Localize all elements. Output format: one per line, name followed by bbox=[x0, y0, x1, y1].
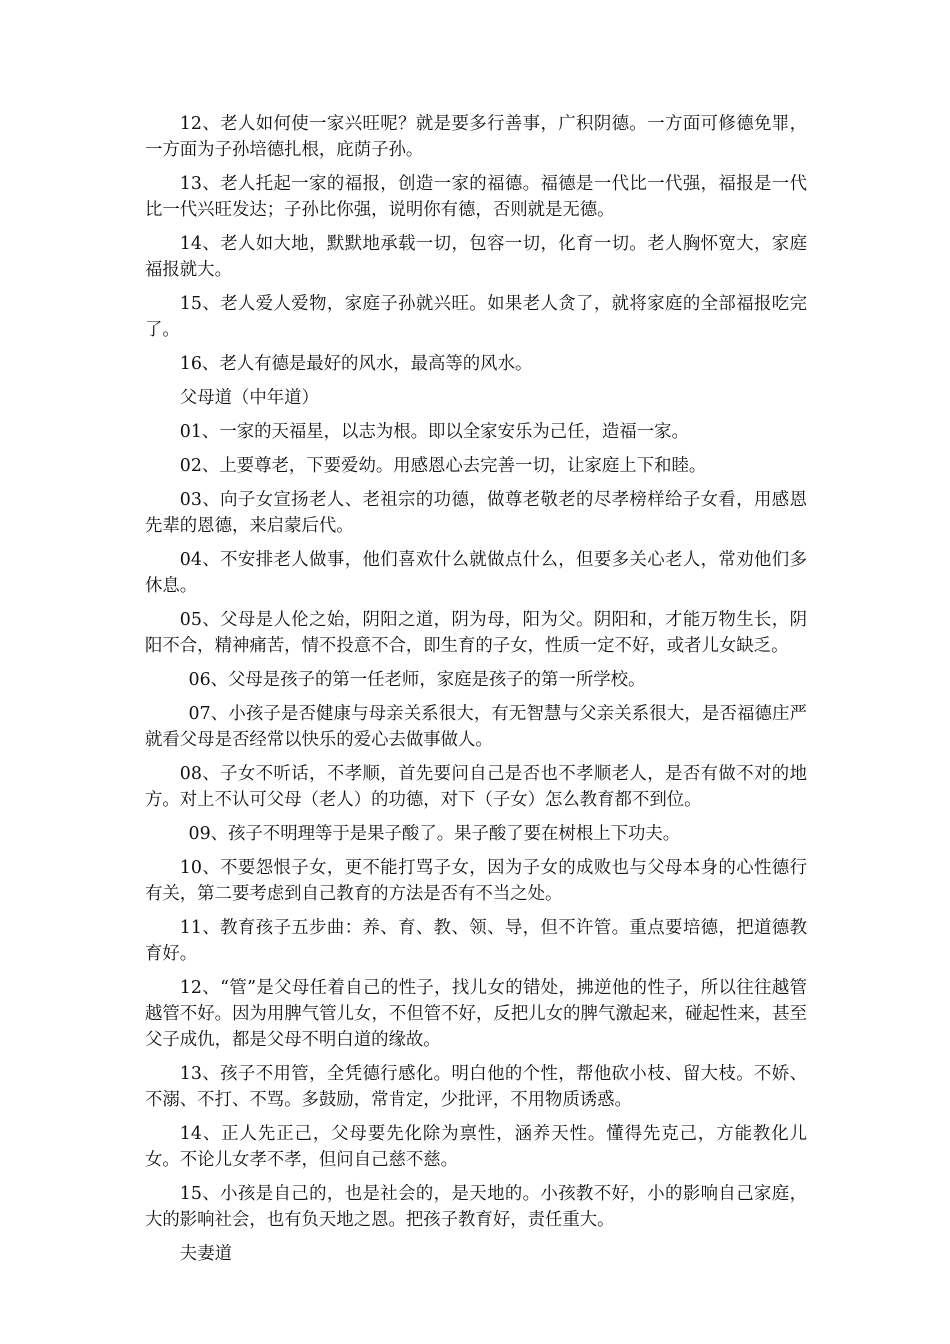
paragraph-item-11-parents: 11、教育孩子五步曲：养、育、教、领、导，但不许管。重点要培德，把道德教育好。 bbox=[145, 918, 807, 964]
paragraph-item-10-parents: 10、不要怨恨子女，更不能打骂子女，因为子女的成败也与父母本身的心性德行有关，第二要考虑到自己教育的方法是否有不当之处。 bbox=[145, 858, 807, 904]
paragraph-item-16-elder: 16、老人有德是最好的风水，最高等的风水。 bbox=[179, 354, 533, 374]
paragraph-item-03-parents: 03、向子女宣扬老人、老祖宗的功德，做尊老敬老的尽孝榜样给子女看，用感恩先辈的恩德，来启蒙后代。 bbox=[145, 490, 807, 536]
paragraph-item-04-parents: 04、不安排老人做事，他们喜欢什么就做点什么，但要多关心老人，常劝他们多休息。 bbox=[145, 550, 807, 596]
paragraph-item-14-parents: 14、正人先正己，父母要先化除为禀性，涵养天性。懂得先克己，方能教化儿女。不论儿女孝不孝，但问自己慈不慈。 bbox=[145, 1124, 807, 1170]
section-heading-parents: 父母道（中年道） bbox=[179, 388, 319, 408]
paragraph-item-12-parents: 12、“管”是父母任着自己的性子，找儿女的错处，拂逆他的性子，所以往往越管越管不好。因为用脾气管儿女，不但管不好，反把儿女的脾气激起来，碰起性来，甚至父子成仇，都是父母不明白道的缘故。 bbox=[145, 978, 807, 1050]
paragraph-item-15-parents: 15、小孩是自己的，也是社会的，是天地的。小孩教不好，小的影响自己家庭，大的影响社会，也有负天地之恩。把孩子教育好，责任重大。 bbox=[145, 1184, 807, 1230]
document-page bbox=[145, 111, 807, 1275]
paragraph-item-13-elder: 13、老人托起一家的福报，创造一家的福德。福德是一代比一代强，福报是一代比一代兴旺发达；子孙比你强，说明你有德，否则就是无德。 bbox=[145, 174, 807, 220]
paragraph-item-08-parents: 08、子女不听话，不孝顺，首先要问自己是否也不孝顺老人，是否有做不对的地方。对上不认可父母（老人）的功德，对下（子女）怎么教育都不到位。 bbox=[145, 764, 807, 810]
paragraph-item-06-parents: 06、父母是孩子的第一任老师，家庭是孩子的第一所学校。 bbox=[188, 670, 646, 690]
paragraph-item-14-elder: 14、老人如大地，默默地承载一切，包容一切，化育一切。老人胸怀宽大，家庭福报就大。 bbox=[145, 234, 807, 280]
paragraph-item-05-parents: 05、父母是人伦之始，阴阳之道，阴为母，阳为父。阴阳和，才能万物生长，阴阳不合，精神痛苦，情不投意不合，即生育的子女，性质一定不好，或者儿女缺乏。 bbox=[145, 610, 807, 656]
section-heading-spouses: 夫妻道 bbox=[179, 1244, 232, 1264]
paragraph-item-01-parents: 01、一家的天福星，以志为根。即以全家安乐为己任，造福一家。 bbox=[179, 422, 689, 442]
paragraph-item-15-elder: 15、老人爱人爱物，家庭子孙就兴旺。如果老人贪了，就将家庭的全部福报吃完了。 bbox=[145, 294, 807, 340]
paragraph-item-12-elder: 12、老人如何使一家兴旺呢？就是要多行善事，广积阴德。一方面可修德免罪，一方面为子孙培德扎根，庇荫子孙。 bbox=[145, 114, 807, 160]
paragraph-item-07-parents: 07、小孩子是否健康与母亲关系很大，有无智慧与父亲关系很大，是否福德庄严就看父母是否经常以快乐的爱心去做事做人。 bbox=[145, 704, 807, 750]
paragraph-item-13-parents: 13、孩子不用管，全凭德行感化。明白他的个性，帮他砍小枝、留大枝。不娇、不溺、不打、不骂。多鼓励，常肯定，少批评，不用物质诱惑。 bbox=[145, 1064, 807, 1110]
paragraph-item-09-parents: 09、孩子不明理等于是果子酸了。果子酸了要在树根上下功夫。 bbox=[188, 824, 681, 844]
paragraph-item-02-parents: 02、上要尊老，下要爱幼。用感恩心去完善一切，让家庭上下和睦。 bbox=[179, 456, 707, 476]
